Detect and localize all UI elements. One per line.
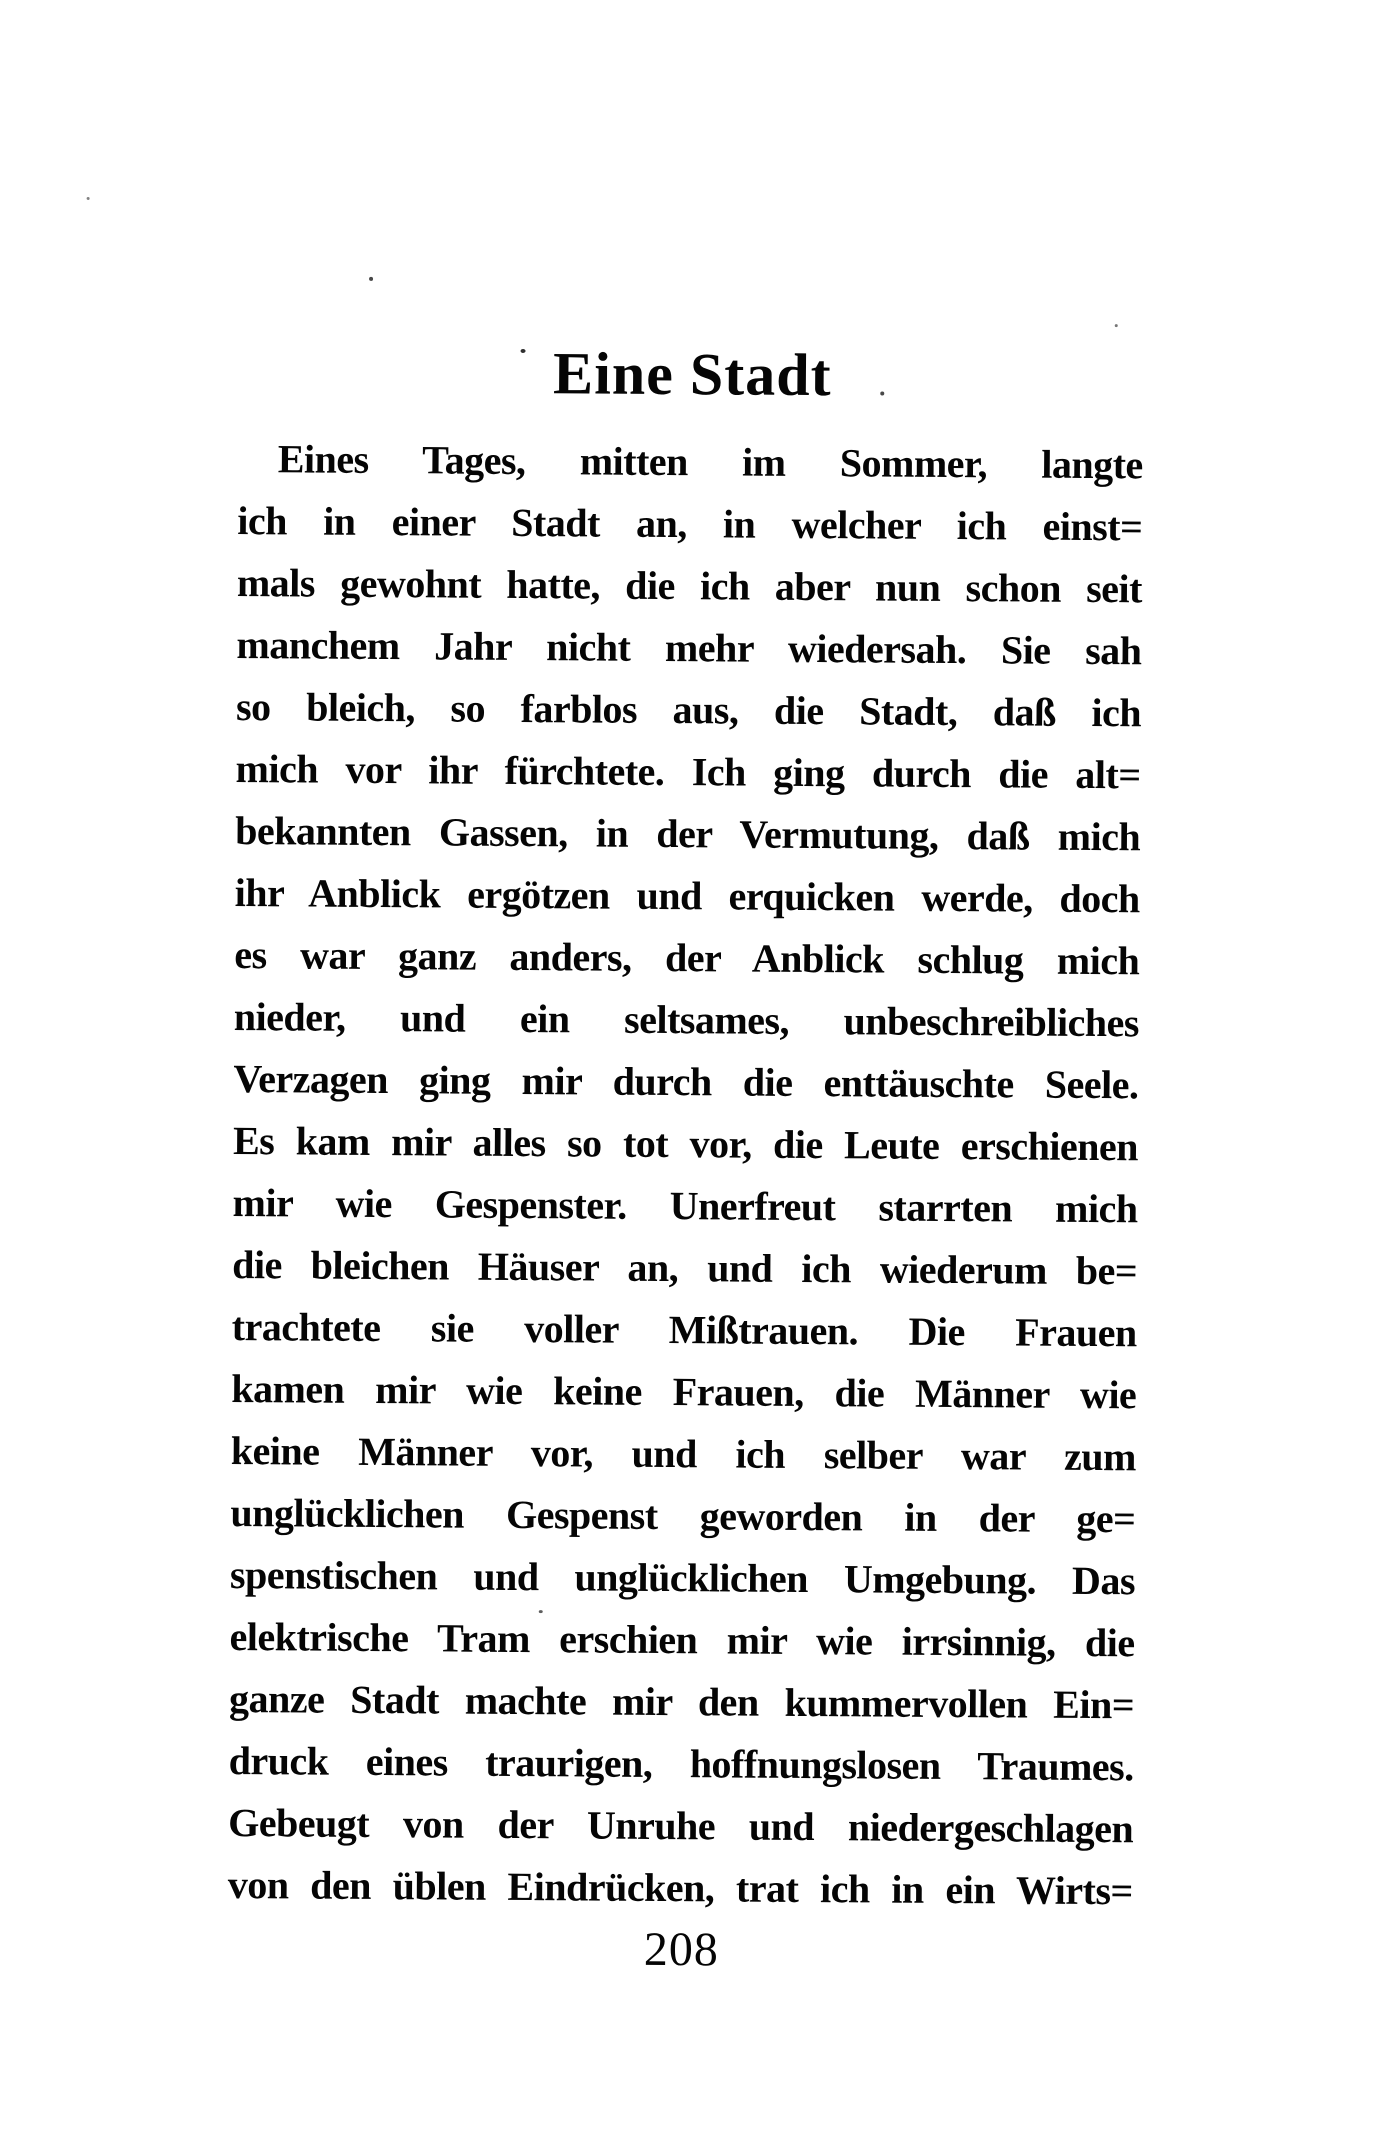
scan-speck (521, 349, 526, 353)
text-line: manchem Jahr nicht mehr wiedersah. Sie sah (236, 621, 1142, 674)
body-text (228, 428, 1143, 1922)
text-line: von den üblen Eindrücken, trat ich in ein Wirts= (227, 1861, 1133, 1914)
scan-speck (1115, 324, 1118, 327)
text-line: elektrische Tram erschien mir wie irrsinnig, die (229, 1613, 1135, 1666)
text-line: nieder, und ein seltsames, unbeschreibliches (233, 993, 1140, 1046)
text-line: mir wie Gespenster. Unerfreut starrten mich (232, 1179, 1138, 1232)
scan-speck (87, 197, 90, 200)
text-line: Gebeugt von der Unruhe und niedergeschlagen (228, 1799, 1134, 1852)
text-line: kamen mir wie keine Frauen, die Männer wie (231, 1365, 1137, 1418)
page-title: Eine Stadt (552, 340, 832, 409)
scan-speck (369, 277, 373, 281)
text-line: keine Männer vor, und ich selber war zum (230, 1427, 1137, 1480)
text-line: bekannten Gassen, in der Vermutung, daß mich (235, 807, 1141, 860)
scan-speck (539, 1610, 543, 1613)
text-line: die bleichen Häuser an, und ich wiederum be= (232, 1241, 1138, 1294)
text-line: trachtete sie voller Mißtrauen. Die Frauen (231, 1303, 1137, 1356)
text-line: ihr Anblick ergötzen und erquicken werde, doch (234, 869, 1140, 922)
scan-speck (880, 391, 884, 395)
text-line: unglücklichen Gespenst geworden in der ge= (230, 1489, 1136, 1542)
text-line: Es kam mir alles so tot vor, die Leute erschienen (232, 1117, 1139, 1170)
text-line: es war ganz anders, der Anblick schlug mich (234, 931, 1140, 984)
text-line: mals gewohnt hatte, die ich aber nun schon seit (236, 559, 1143, 612)
text-line: ich in einer Stadt an, in welcher ich einst= (237, 497, 1143, 550)
page-number: 208 (643, 1922, 720, 1977)
text-line: spenstischen und unglücklichen Umgebung. Das (229, 1551, 1136, 1604)
text-line: mich vor ihr fürchtete. Ich ging durch die alt= (235, 745, 1141, 798)
text-line: so bleich, so farblos aus, die Stadt, daß ich (235, 683, 1142, 736)
text-line: ganze Stadt machte mir den kummervollen Ein= (228, 1675, 1135, 1728)
text-line: druck eines traurigen, hoffnungslosen Traumes. (228, 1737, 1134, 1790)
text-line: Verzagen ging mir durch die enttäuschte Seele. (233, 1055, 1139, 1108)
text-line: Eines Tages, mitten im Sommer, langte (277, 436, 1143, 488)
